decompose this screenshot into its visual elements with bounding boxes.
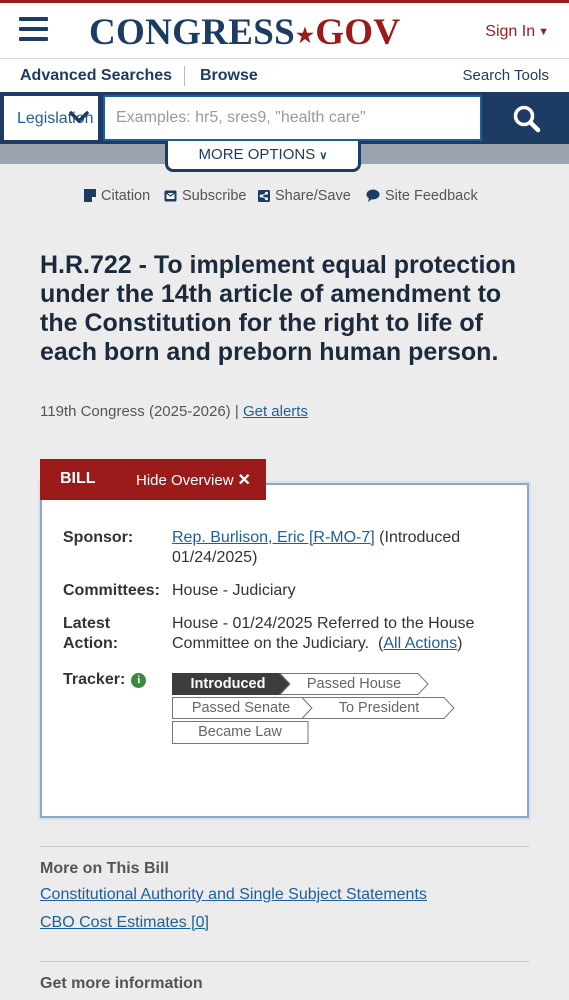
constitutional-authority-link[interactable]: Constitutional Authority and Single Subject Statements [40, 886, 427, 903]
info-icon[interactable]: i [131, 673, 146, 688]
search-scope-select[interactable] [3, 95, 99, 141]
sponsor-label: Sponsor: [63, 529, 134, 546]
more-on-bill-heading: More on This Bill [40, 860, 169, 877]
star-icon: ★ [295, 25, 315, 47]
menu-icon[interactable] [19, 17, 49, 45]
hide-overview-button[interactable]: Hide Overview ✕ [136, 472, 251, 489]
section-divider [40, 961, 529, 962]
search-icon [512, 104, 542, 134]
more-options-button[interactable]: MORE OPTIONS ∨ [165, 141, 361, 172]
tracker-label: Tracker: i [63, 670, 146, 690]
search-input[interactable] [103, 95, 482, 141]
section-divider [40, 846, 529, 847]
get-alerts-link[interactable]: Get alerts [242, 403, 308, 420]
overview-tab-bar [40, 459, 266, 500]
congress-gov-logo[interactable]: CONGRESS★GOV [89, 12, 401, 53]
subtitle-separator: | [234, 403, 239, 420]
all-actions-link[interactable]: All Actions [383, 635, 458, 652]
search-button[interactable] [487, 92, 569, 144]
bill-title: H.R.722 - To implement equal protection under the 14th article of amendment to the Constitution for the right to life of each born and preborn human person. [40, 251, 516, 366]
browse-link[interactable]: Browse [200, 67, 258, 84]
committees-label: Committees: [63, 582, 160, 599]
bill-status-tracker [172, 673, 462, 745]
bill-tab-label: BILL [60, 470, 96, 487]
site-header [0, 0, 569, 58]
search-scope-value: Legislation [17, 110, 94, 127]
main-nav [0, 58, 569, 92]
citation-link[interactable]: Citation [84, 188, 150, 204]
advanced-searches-link[interactable]: Advanced Searches [20, 67, 173, 84]
latest-action-value: House - 01/24/2025 Referred to the House Committee on the Judiciary. (All Actions) [172, 615, 475, 652]
bill-congress-line [40, 403, 308, 420]
subscribe-link[interactable]: Subscribe [164, 188, 246, 204]
utility-links [0, 188, 569, 208]
committees-value: House - Judiciary [172, 582, 296, 599]
nav-divider [184, 66, 185, 86]
site-feedback-link[interactable]: Site Feedback [366, 188, 478, 204]
envelope-icon [164, 190, 177, 202]
speech-bubble-icon [366, 189, 380, 202]
chevron-down-icon [68, 106, 90, 128]
search-tools-link[interactable]: Search Tools [462, 67, 549, 84]
tracker-step-passed-senate: Passed Senate [191, 700, 291, 716]
congress-session: 119th Congress (2025-2026) [40, 403, 231, 420]
tracker-step-became-law: Became Law [198, 724, 282, 740]
close-icon: ✕ [237, 472, 251, 489]
chevron-down-icon: ∨ [319, 150, 328, 162]
latest-action-label: Latest Action: [63, 615, 119, 652]
introduced-date: (Introduced 01/24/2025) [172, 529, 461, 566]
cbo-cost-estimates-link[interactable]: CBO Cost Estimates [0] [40, 914, 209, 931]
share-icon [258, 190, 270, 202]
get-more-info-heading: Get more information [40, 975, 203, 992]
tracker-step-passed-house: Passed House [306, 676, 402, 692]
sponsor-value [172, 528, 502, 568]
share-save-link[interactable]: Share/Save [258, 188, 351, 204]
sign-in-button[interactable]: Sign In ▼ [485, 23, 549, 40]
citation-icon [84, 189, 96, 202]
tracker-step-introduced: Introduced [190, 676, 266, 692]
caret-down-icon: ▼ [538, 26, 549, 38]
tracker-step-to-president: To President [338, 700, 420, 716]
sponsor-link[interactable]: Rep. Burlison, Eric [R-MO-7] [172, 529, 375, 546]
